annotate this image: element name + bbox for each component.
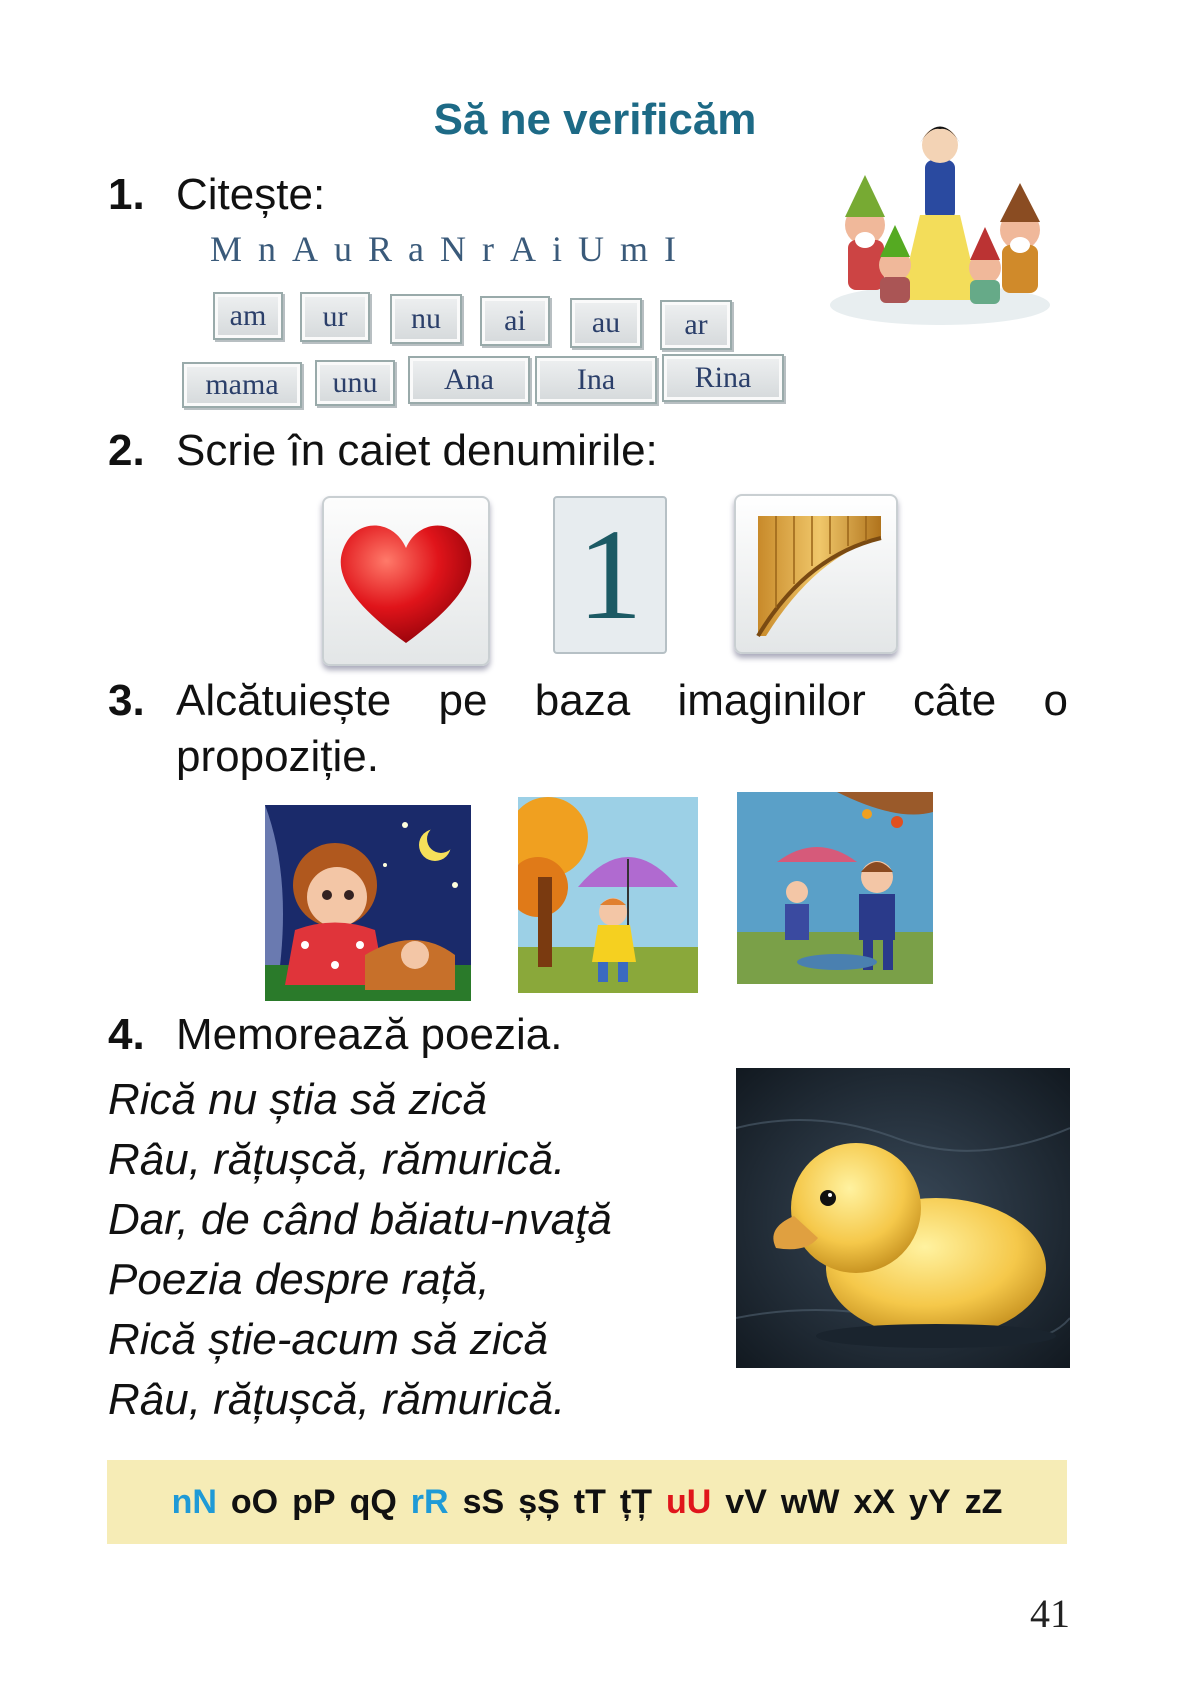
heart-icon bbox=[324, 498, 488, 664]
alphabet-pair: tT bbox=[573, 1483, 606, 1521]
exercise-1-number: 1. bbox=[108, 170, 145, 219]
word-tile: Ana bbox=[408, 356, 530, 404]
syllable-tile: ai bbox=[480, 296, 550, 346]
exercise-2-number: 2. bbox=[108, 426, 145, 475]
page-number: 41 bbox=[1030, 1591, 1070, 1636]
syllable-tile: ar bbox=[660, 300, 732, 350]
snow-white-dwarfs-illustration bbox=[820, 105, 1060, 330]
number-tile: 1 bbox=[553, 496, 667, 654]
letter: I bbox=[664, 229, 679, 269]
word-tile: mama bbox=[182, 362, 302, 408]
poem-line: Rică știe-acum să zică bbox=[108, 1315, 549, 1364]
exercise-1-heading bbox=[108, 170, 325, 220]
letter: U bbox=[578, 229, 607, 269]
alphabet-pair: sS bbox=[462, 1483, 505, 1521]
panpipe-tile bbox=[734, 494, 898, 654]
letter: m bbox=[620, 229, 651, 269]
letter: M bbox=[210, 229, 245, 269]
letter: n bbox=[258, 229, 279, 269]
word-tile: unu bbox=[315, 360, 395, 406]
letter: A bbox=[510, 229, 539, 269]
duckling-photo bbox=[736, 1068, 1070, 1368]
exercise-4-heading bbox=[108, 1010, 562, 1060]
alphabet-pair: țȚ bbox=[619, 1483, 652, 1521]
exercise-3-text-line1: Alcătuiește pe baza imaginilor câte o bbox=[176, 676, 1068, 725]
alphabet-pair: vV bbox=[725, 1483, 767, 1521]
letter: N bbox=[440, 229, 469, 269]
exercise-3-text-line2: propoziție. bbox=[176, 732, 380, 781]
syllable-tile: nu bbox=[390, 294, 462, 344]
letter: i bbox=[552, 229, 565, 269]
letter: r bbox=[482, 229, 497, 269]
alphabet-pair: wW bbox=[780, 1483, 840, 1521]
alphabet-pair: pP bbox=[292, 1483, 336, 1521]
letter: R bbox=[368, 229, 395, 269]
heart-tile bbox=[322, 496, 490, 666]
alphabet-pair: qQ bbox=[349, 1483, 397, 1521]
alphabet-pair: șȘ bbox=[518, 1483, 560, 1521]
exercise-3-number: 3. bbox=[108, 676, 145, 725]
letter: u bbox=[334, 229, 355, 269]
exercise-2-text: Scrie în caiet denumirile: bbox=[176, 426, 658, 475]
panpipe-icon bbox=[736, 496, 896, 652]
alphabet-pair: rR bbox=[410, 1483, 449, 1521]
girl-umbrella-illustration bbox=[518, 797, 698, 993]
poem bbox=[108, 1070, 612, 1430]
alphabet-bar bbox=[107, 1460, 1067, 1544]
exercise-1-text: Citește: bbox=[176, 170, 326, 219]
poem-line: Râu, rățușcă, rămurică. bbox=[108, 1135, 566, 1184]
page-title: Să ne verificăm bbox=[433, 95, 757, 144]
letter: A bbox=[292, 229, 321, 269]
word-tile: Rina bbox=[662, 354, 784, 402]
letter-row bbox=[210, 228, 692, 270]
letter: a bbox=[408, 229, 427, 269]
poem-line: Poezia despre rață, bbox=[108, 1255, 490, 1304]
exercise-4-text: Memorează poezia. bbox=[176, 1010, 563, 1059]
alphabet-pair: nN bbox=[171, 1483, 217, 1521]
poem-line: Rică nu știa să zică bbox=[108, 1075, 488, 1124]
exercise-2-heading bbox=[108, 426, 658, 476]
exercise-3-heading bbox=[108, 676, 1068, 782]
poem-line: Dar, de când băiatu-nvaţă bbox=[108, 1195, 612, 1244]
word-tile: Ina bbox=[535, 356, 657, 404]
alphabet-pair: oO bbox=[230, 1483, 279, 1521]
alphabet-pair: zZ bbox=[964, 1483, 1003, 1521]
syllable-tile: au bbox=[570, 298, 642, 348]
alphabet-pair: xX bbox=[853, 1483, 896, 1521]
children-rain-illustration bbox=[737, 792, 933, 984]
syllable-tile: ur bbox=[300, 292, 370, 342]
alphabet-pair: yY bbox=[909, 1483, 951, 1521]
syllable-tile: am bbox=[213, 292, 283, 340]
poem-line: Râu, rățușcă, rămurică. bbox=[108, 1375, 566, 1424]
exercise-4-number: 4. bbox=[108, 1010, 145, 1059]
alphabet-pair: uU bbox=[665, 1483, 712, 1521]
girl-night-illustration bbox=[265, 805, 471, 1001]
